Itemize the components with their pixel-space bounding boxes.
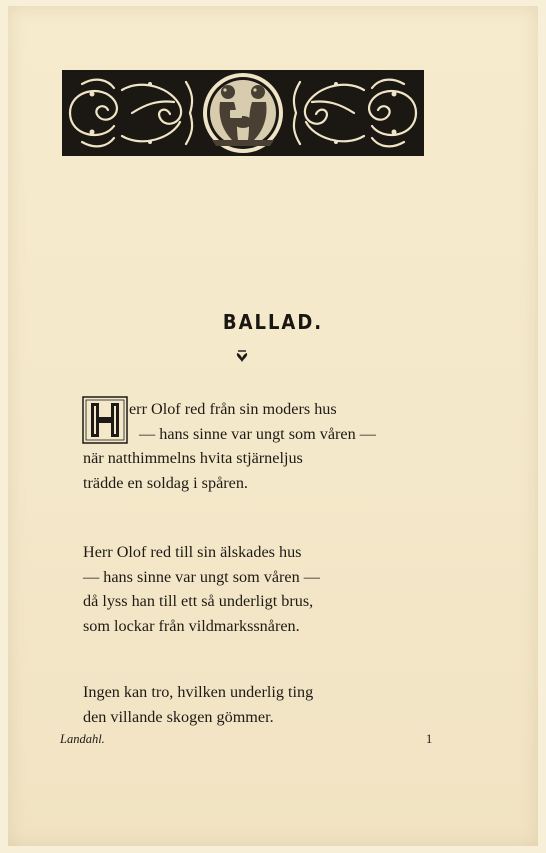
page-number: 1 bbox=[426, 732, 433, 746]
cherubs-headpiece-ornament bbox=[62, 70, 424, 156]
poem-line: Herr Olof red till sin älskades hus bbox=[83, 543, 302, 561]
fleuron-icon bbox=[235, 349, 249, 363]
poem-line: trädde en soldag i spåren. bbox=[83, 473, 248, 492]
poem-line: Ingen kan tro, hvilken underlig ting bbox=[83, 683, 314, 701]
poem-line: — hans sinne var ungt som våren — bbox=[83, 567, 320, 586]
printer-signature: Landahl. bbox=[60, 732, 105, 746]
stanza-3 bbox=[83, 680, 443, 729]
stanza-2 bbox=[83, 540, 443, 638]
stanza-1 bbox=[83, 397, 443, 495]
poem-line: som lockar från vildmarkssnåren. bbox=[83, 616, 300, 635]
poem-line: den villande skogen gömmer. bbox=[83, 707, 274, 726]
poem-title: BALLAD. bbox=[222, 310, 324, 334]
poem-line: — hans sinne var ungt som våren — bbox=[139, 424, 376, 443]
poem-line: då lyss han till ett så underligt brus, bbox=[83, 592, 314, 610]
poem-line: err Olof red från sin moders hus bbox=[129, 400, 337, 418]
poem-line: när natthimmelns hvita stjärneljus bbox=[83, 449, 303, 467]
